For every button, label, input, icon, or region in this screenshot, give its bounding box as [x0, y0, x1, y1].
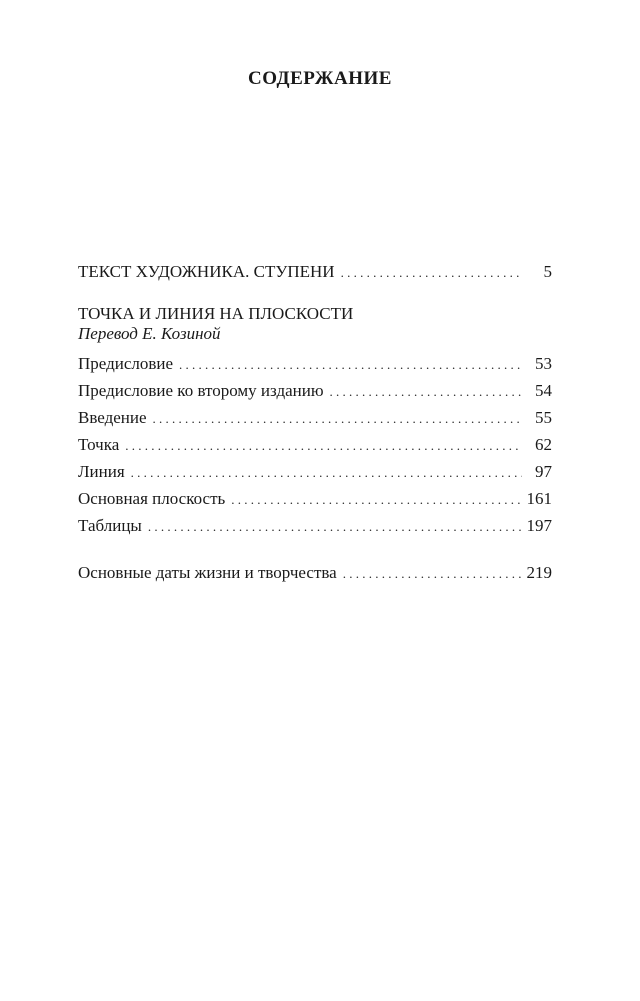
toc-entry-page: 54: [535, 381, 552, 400]
toc-entry-artist-text[interactable]: [78, 262, 552, 289]
toc-entry-chronology[interactable]: [78, 563, 552, 590]
toc-entry-label: Предисловие ко второму изданию: [78, 381, 324, 400]
toc-section: [78, 304, 552, 543]
toc-entry-label: Точка: [78, 435, 120, 454]
toc-entry-label: Основная плоскость: [78, 489, 226, 508]
toc-entry-page: 219: [526, 563, 552, 582]
dot-leader: [131, 463, 522, 483]
dot-leader: [148, 517, 522, 537]
toc-entry-label: Таблицы: [78, 516, 142, 535]
toc-entry[interactable]: [78, 489, 552, 516]
toc-last-block: [78, 563, 552, 590]
toc-entry-page: 53: [535, 354, 552, 373]
toc-entry-page: 5: [543, 262, 552, 281]
dot-leader: [231, 490, 522, 510]
toc-entry-page: 55: [535, 408, 552, 427]
dot-leader: [153, 409, 522, 429]
toc-entry-label: Предисловие: [78, 354, 174, 373]
toc-entry-page: 197: [526, 516, 552, 535]
dot-leader: [125, 436, 522, 456]
toc-entry[interactable]: [78, 516, 552, 543]
toc-entry[interactable]: [78, 408, 552, 435]
toc-entry-label: Введение: [78, 408, 147, 427]
page-title: СОДЕРЖАНИЕ: [248, 68, 392, 89]
dot-leader: [179, 355, 522, 375]
toc-entry-label: Линия: [78, 462, 125, 481]
toc-entry[interactable]: [78, 462, 552, 489]
toc-entry-label: Основные даты жизни и творчества: [78, 563, 337, 582]
toc-entry-page: 97: [535, 462, 552, 481]
toc-entry[interactable]: [78, 354, 552, 381]
toc-entry-page: 161: [526, 489, 552, 508]
dot-leader: [341, 263, 522, 283]
dot-leader: [343, 564, 522, 584]
toc-entry-page: 62: [535, 435, 552, 454]
toc-entry-label: ТЕКСТ ХУДОЖНИКА. СТУПЕНИ: [78, 262, 335, 281]
toc-section-heading[interactable]: ТОЧКА И ЛИНИЯ НА ПЛОСКОСТИ: [78, 304, 354, 323]
dot-leader: [330, 382, 522, 402]
toc-entry[interactable]: [78, 435, 552, 462]
toc-entry[interactable]: [78, 381, 552, 408]
toc-section-subtitle: Перевод Е. Козиной: [78, 324, 221, 343]
toc-first-block: [78, 262, 552, 289]
